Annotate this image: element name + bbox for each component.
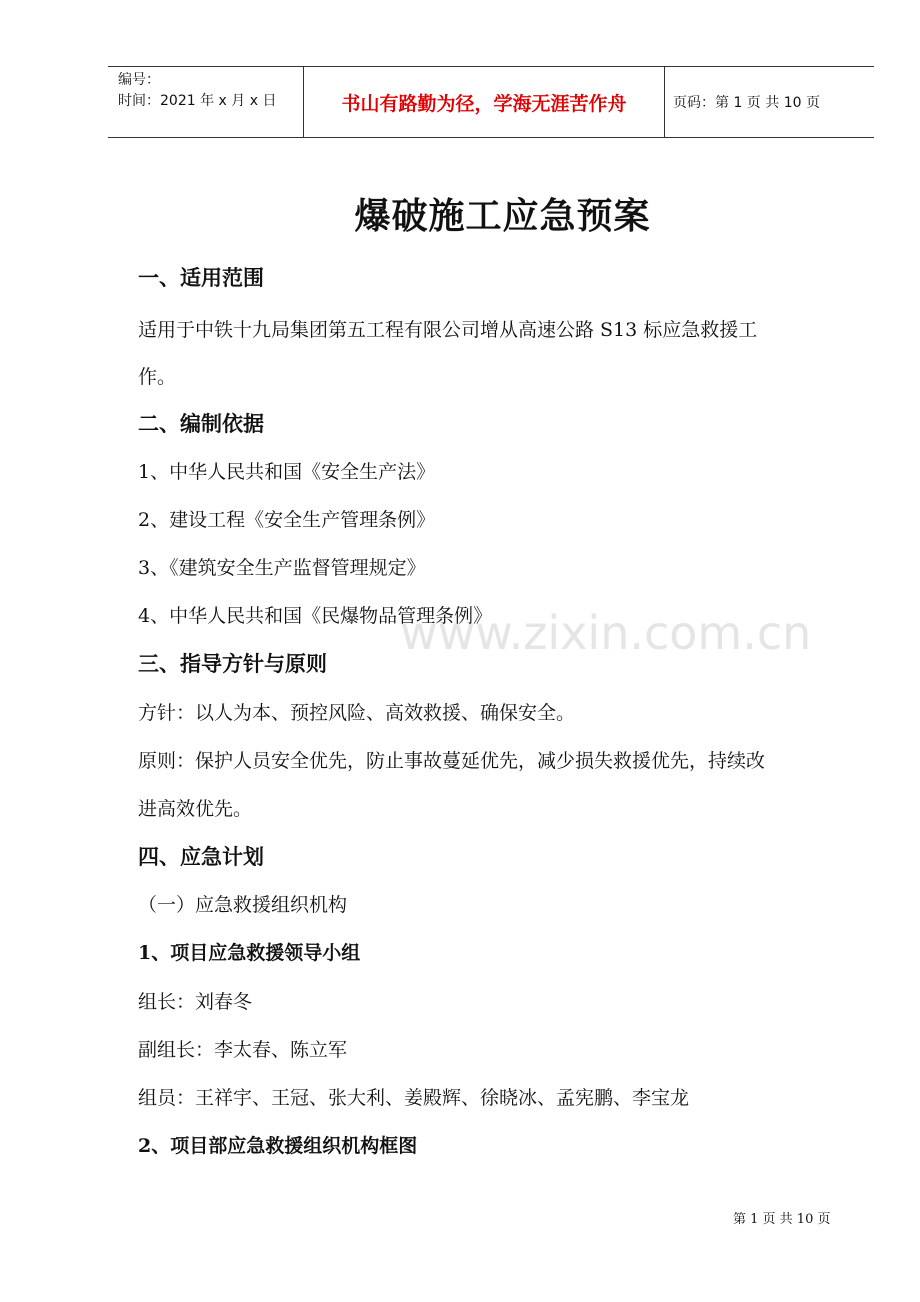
list-item: 2、建设工程《安全生产管理条例》: [138, 509, 436, 531]
paragraph-line: 作。: [138, 366, 177, 388]
subsection-heading: （一）应急救援组织机构: [138, 894, 348, 916]
section-heading-plan: 四、应急计划: [138, 845, 264, 869]
section-heading-scope: 一、适用范围: [138, 266, 264, 290]
paragraph-line: 原则：保护人员安全优先，防止事故蔓延优先，减少损失救援优先，持续改: [138, 750, 766, 772]
section-heading-principles: 三、指导方针与原则: [138, 652, 327, 676]
paragraph-line: 组长：刘春冬: [138, 991, 253, 1013]
header-meta-cell: [108, 67, 304, 137]
paragraph-line: 适用于中铁十九局集团第五工程有限公司增从高速公路 S13 标应急救援工: [138, 319, 758, 341]
document-title: 爆破施工应急预案: [354, 196, 651, 237]
motto-text: 书山有路勤为径，学海无涯苦作舟: [341, 93, 627, 115]
paragraph-line: 组员：王祥宇、王冠、张大利、姜殿辉、徐晓冰、孟宪鹏、李宝龙: [138, 1087, 690, 1109]
watermark: www.zixin.com.cn: [400, 606, 812, 660]
item-title: 1、项目应急救援领导小组: [138, 942, 361, 964]
section-heading-basis: 二、编制依据: [138, 412, 264, 436]
page-info: 页码：第 1 页 共 10 页: [673, 95, 820, 111]
paragraph-line: 进高效优先。: [138, 798, 253, 820]
page-footer: 第 1 页 共 10 页: [733, 1212, 831, 1227]
time-label: 时间：2021 年 x 月 x 日: [118, 93, 277, 109]
header-page-cell: [665, 67, 874, 137]
item-title: 2、项目部应急救援组织机构框图: [138, 1135, 418, 1157]
header-motto-cell: [304, 67, 665, 137]
list-item: 4、中华人民共和国《民爆物品管理条例》: [138, 605, 493, 627]
document-header: [108, 66, 874, 138]
paragraph-line: 副组长：李太春、陈立军: [138, 1039, 348, 1061]
list-item: 1、中华人民共和国《安全生产法》: [138, 461, 436, 483]
paragraph-line: 方针：以人为本、预控风险、高效救援、确保安全。: [138, 702, 576, 724]
number-label: 编号：: [118, 72, 160, 88]
list-item: 3、《建筑安全生产监督管理规定》: [138, 557, 426, 579]
